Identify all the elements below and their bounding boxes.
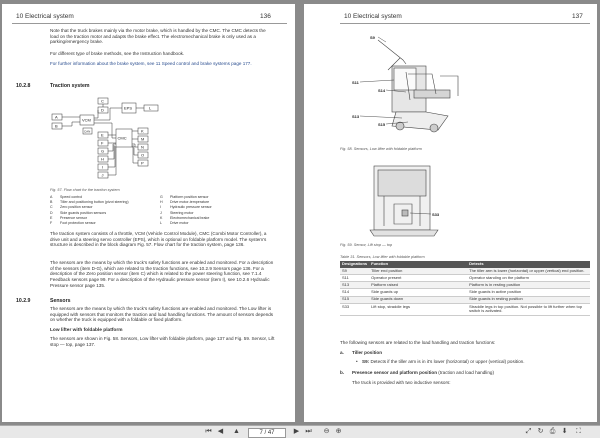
section-number: 10.2.8: [16, 83, 31, 89]
flowchart-label-o: O: [141, 152, 145, 158]
flowchart-label-h: H: [101, 156, 104, 162]
legend-item: G Platform position sensor: [160, 195, 209, 199]
flowchart-label-c: C: [101, 98, 104, 104]
table-cell: S9: [340, 268, 369, 275]
first-page-icon[interactable]: ⏮: [205, 428, 212, 435]
fig59-label-s33: S33: [432, 212, 440, 217]
flowchart-label-eps: EPS: [124, 105, 133, 111]
flowchart-label-m: M: [141, 136, 145, 142]
flowchart-label-i: I: [102, 164, 104, 170]
table-row: [340, 274, 590, 281]
page-number: 136: [260, 13, 271, 20]
intro-paragraph-1: Note that the truck brakes mainly via the motor brake, which is handled by the CMC. The CMC detects the load on the traction motor and adapts the brake effect. The electromechanical brake is only used as a parking/emergency brake.: [50, 28, 266, 45]
table-cell: Tiller end position: [369, 268, 467, 275]
table-cell: Straddle legs in top position. Not possible to lift further when top switch is activated.: [467, 303, 590, 315]
zoom-out-icon[interactable]: ⊖: [323, 428, 330, 435]
save-icon[interactable]: ⬇: [561, 428, 568, 435]
subheading-low-lifter: Low lifter with foldable platform: [50, 328, 123, 333]
flowchart-label-can: CAN: [84, 129, 91, 134]
fit-page-icon[interactable]: ⤢: [525, 428, 532, 435]
legend-item: A Speed control: [50, 195, 83, 199]
fig58-label-s9: S9: [370, 35, 375, 40]
page-header-title: 10 Electrical system: [344, 13, 402, 20]
flowchart-label-e: E: [101, 132, 104, 138]
table-cell: The tiller arm is lower (horizontal) or upper (vertical) end position.: [467, 268, 590, 275]
table-cell: Lift stop, straddle legs: [369, 303, 467, 315]
figure-caption: Fig. 57. Flow chart for the traction system: [50, 188, 120, 192]
table-cell: Platform is in resting position: [467, 282, 590, 289]
section-number: 10.2.9: [16, 298, 31, 304]
flowchart-label-d: D: [101, 107, 104, 113]
table-cell: S13: [340, 282, 369, 289]
viewer-toolbar: [0, 425, 600, 438]
flowchart-label-k: K: [141, 128, 144, 134]
legend-item: I Hydraulic pressure sensor: [160, 205, 212, 210]
table-header-cell: Function: [369, 261, 467, 268]
legend-right-column: [160, 195, 212, 226]
table-header-cell: Designations: [342, 261, 368, 266]
zoom-in-icon[interactable]: ⊕: [335, 428, 342, 435]
flowchart-label-j: J: [101, 172, 104, 178]
fig58-label-s14: S14: [378, 88, 386, 93]
fig58-caption: Fig. 58. Sensors, Low lifter with foldable platform: [340, 147, 422, 151]
table-row: [340, 303, 590, 315]
flowchart-label-p: P: [141, 160, 144, 166]
table-cell: Operator standing on the platform: [467, 274, 590, 281]
fig58-label-s11: S11: [352, 80, 359, 85]
flowchart-label-n: N: [141, 144, 144, 150]
low-lifter-paragraph: The sensors are shown in Fig. 58. Sensors, Low lifter with foldable platform, page 137 and Fig. 59. Sensor, Lift stop — top, page 137.: [50, 336, 275, 347]
legend-item: D Side guards position sensors: [50, 210, 107, 215]
page-header-title: 10 Electrical system: [16, 13, 74, 20]
flowchart-label-l: L: [149, 105, 152, 111]
flowchart-label-f: F: [101, 140, 104, 146]
flowchart-label-g: G: [101, 148, 105, 154]
legend-item: B Tiller and positioning button (pivot steering): [50, 200, 129, 205]
header-rule: [12, 23, 287, 24]
list-title-presence: Presence sensor and platform position (traction and load handling): [352, 370, 494, 375]
print-icon[interactable]: ⎙: [549, 428, 556, 435]
table-cell: Platform raised: [369, 282, 467, 289]
section-title: Traction system: [50, 83, 90, 89]
list-title-tiller: Tiller position: [352, 350, 383, 355]
legend-item: F Foot protection sensor: [50, 221, 96, 226]
fig59-caption: Fig. 59. Sensor, Lift stop — top: [340, 243, 393, 247]
table-row: [340, 268, 590, 275]
legend-item: J Steering motor: [160, 210, 194, 215]
table-row: [340, 296, 590, 303]
header-rule: [340, 23, 590, 24]
table-cell: Operator present: [369, 274, 467, 281]
final-line: The truck is provided with two inductive sensors:: [352, 380, 451, 385]
traction-paragraph-2: The sensors are the means by which the truck's safety functions are enabled and monitored. For a description of the sensors (item D-G), which are related to the traction functions, see 10.2.9 Sensors page 136. For a description of the Zero position sensor (item C) which is related to the power steering function, see 7.1.4 Feedback sensors page 99. For a description of the Hydraulic pressure sensor (item I), see 10.2.6 Hydraulic Pressure sensor page 135.: [50, 260, 274, 288]
after-table-paragraph: The following sensors are related to the load handling and traction functions:: [340, 340, 496, 345]
page-up-icon[interactable]: ▲: [233, 428, 240, 435]
rotate-icon[interactable]: ↻: [537, 428, 544, 435]
list-letter-a: a.: [340, 350, 344, 355]
legend-item: K Electromechanical brake: [160, 215, 210, 220]
page-number: 137: [572, 13, 583, 20]
fullscreen-icon[interactable]: ⛶: [576, 428, 581, 435]
intro-paragraph-2: For different type of brake methods, see the Instruction handbook.: [50, 51, 185, 56]
sensors-table: [340, 261, 590, 316]
flowchart-label-a: A: [55, 114, 58, 120]
table-cell: S14: [340, 289, 369, 296]
flowchart-label-cmc: CMC: [117, 135, 127, 141]
fig58-label-s13: S13: [352, 114, 360, 119]
traction-flowchart: [50, 94, 170, 186]
last-page-icon[interactable]: ⏭: [305, 428, 312, 435]
table-cell: Side guards down: [369, 296, 467, 303]
table-header-cell: Detects: [467, 261, 590, 268]
table-cell: Side guards in active position: [467, 289, 590, 296]
bullet-icon: •: [356, 359, 358, 364]
sensors-paragraph: The sensors are the means by which the truck's safety functions are enabled and monitored. The Low lifter is equipped with sensors that monitors the traction and load handling functions. The amount of sensors depends on whether the truck is equipped with a foldable or fixed platform.: [50, 306, 274, 323]
table-row: [340, 289, 590, 296]
table-caption: Table 31. Sensors, Low lifter with foldable platform: [340, 255, 425, 259]
list-letter-b: b.: [340, 370, 345, 375]
table-cell: S11: [340, 274, 369, 281]
left-page: [2, 4, 295, 422]
table-cell: Side guards up: [369, 289, 467, 296]
next-page-icon[interactable]: ▶: [293, 428, 300, 435]
traction-paragraph-1: The traction system consists of a throttle, VCM (Vehicle Control Module), CMC (Combi Motor Controller), a drive unit and a steering servo controller (EPS), which is optional on foldable platform model. The system's structure is described in the block diagram Fig. 57. Flow chart for the traction system, page 136.: [50, 231, 267, 248]
table-header-row: [340, 261, 590, 268]
fig58-truck-illustration: [348, 30, 468, 146]
fig59-lift-stop-illustration: [354, 156, 454, 242]
table-row: [340, 282, 590, 289]
right-page: [304, 4, 597, 422]
page-number-input[interactable]: 7 / 47: [248, 428, 286, 438]
legend-item: C Zero position sensor: [50, 205, 93, 210]
table-cell: Side guards in resting position: [467, 296, 590, 303]
flowchart-label-b: B: [55, 123, 58, 129]
prev-page-icon[interactable]: ◀: [217, 428, 224, 435]
intro-paragraph-3[interactable]: For further information about the brake system, see 11 Speed control and brake systems page 177.: [50, 61, 252, 66]
table-cell: S33: [340, 303, 369, 315]
legend-item: E Presence sensor: [50, 215, 87, 220]
legend-item: L Drive motor: [160, 221, 189, 226]
fig58-label-s15: S15: [378, 122, 386, 127]
legend-left-column: [50, 195, 129, 226]
table-cell: S15: [340, 296, 369, 303]
legend-item: H Drive motor-temperature: [160, 200, 210, 205]
section-title: Sensors: [50, 298, 71, 304]
list-bullet-s9: S9: Detects if the tiller arm is in it's lower (horizontal) or upper (vertical) position.: [362, 359, 525, 364]
flowchart-label-vcm: VCM: [82, 117, 91, 123]
